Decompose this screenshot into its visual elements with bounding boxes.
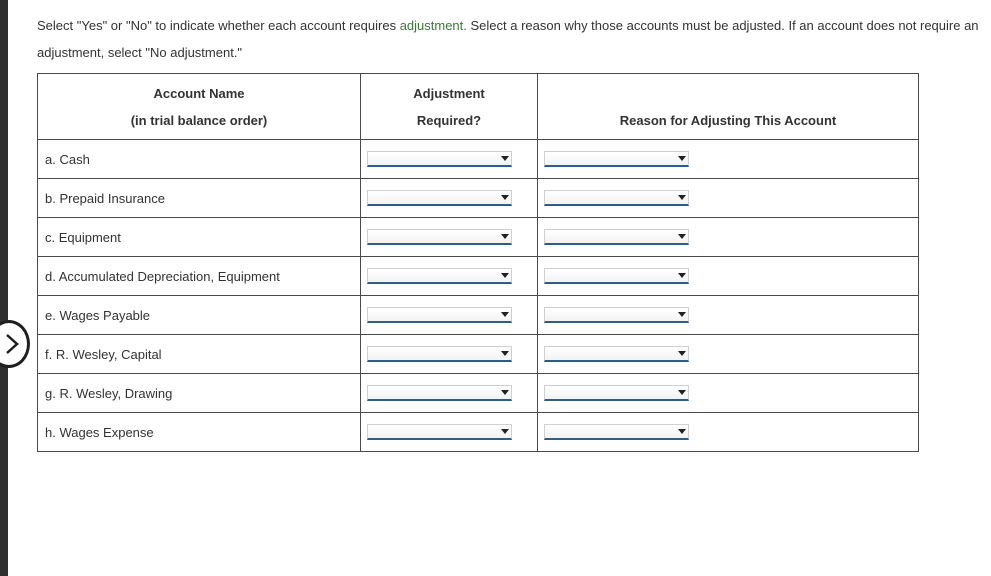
account-name: c. Equipment (45, 229, 121, 245)
account-name-cell (38, 374, 361, 413)
reason-cell (538, 374, 919, 413)
table-row (38, 218, 919, 257)
adjustment-header-line1: Adjustment (413, 86, 485, 101)
adjustment-required-select[interactable] (367, 151, 512, 167)
chevron-down-icon (678, 156, 686, 161)
chevron-down-icon (501, 312, 509, 317)
account-name-header (38, 74, 361, 140)
chevron-down-icon (678, 351, 686, 356)
table-header-row (38, 74, 919, 140)
chevron-down-icon (678, 234, 686, 239)
adjustment-required-cell (361, 374, 538, 413)
reason-cell (538, 257, 919, 296)
account-name-cell (38, 140, 361, 179)
chevron-down-icon (501, 234, 509, 239)
account-name-cell (38, 218, 361, 257)
left-sidebar-strip (0, 0, 8, 576)
chevron-down-icon (678, 312, 686, 317)
adjustment-link[interactable]: adjustment. (399, 18, 467, 33)
reason-cell (538, 296, 919, 335)
table-row (38, 296, 919, 335)
adjustment-required-cell (361, 257, 538, 296)
chevron-down-icon (678, 390, 686, 395)
chevron-down-icon (501, 273, 509, 278)
instructions-part2: Select a reason why those accounts must be adjusted. If an account does not require an adjustment, select "No adjustment." (37, 18, 979, 60)
chevron-down-icon (501, 195, 509, 200)
adjustment-header-line2: Required? (416, 113, 482, 128)
account-name: h. Wages Expense (45, 424, 154, 440)
chevron-down-icon (501, 156, 509, 161)
account-name-cell (38, 335, 361, 374)
account-name: e. Wages Payable (45, 307, 151, 323)
table-row (38, 140, 919, 179)
adjustment-required-header (361, 74, 538, 140)
reason-select[interactable] (544, 307, 689, 323)
adjustment-required-select[interactable] (367, 268, 512, 284)
adjustment-required-select[interactable] (367, 190, 512, 206)
table-row (38, 374, 919, 413)
reason-cell (538, 413, 919, 452)
table-row (38, 413, 919, 452)
account-name: g. R. Wesley, Drawing (45, 385, 173, 401)
reason-select[interactable] (544, 151, 689, 167)
account-name-cell (38, 179, 361, 218)
adjustment-required-select[interactable] (367, 424, 512, 440)
chevron-down-icon (678, 195, 686, 200)
adjustment-required-select[interactable] (367, 346, 512, 362)
instructions-text (37, 12, 982, 66)
account-name-header-line2: (in trial balance order) (130, 113, 268, 128)
table-row (38, 257, 919, 296)
reason-cell (538, 140, 919, 179)
reason-select[interactable] (544, 268, 689, 284)
adjustment-required-select[interactable] (367, 385, 512, 401)
account-name: a. Cash (45, 151, 90, 167)
next-nav-button[interactable] (0, 320, 30, 368)
adjustments-table (37, 73, 919, 452)
reason-cell (538, 335, 919, 374)
table-row (38, 179, 919, 218)
adjustment-required-cell (361, 413, 538, 452)
table-row (38, 335, 919, 374)
account-name-cell (38, 413, 361, 452)
chevron-down-icon (501, 351, 509, 356)
chevron-down-icon (501, 390, 509, 395)
reason-select[interactable] (544, 424, 689, 440)
account-name: d. Accumulated Depreciation, Equipment (45, 268, 280, 284)
adjustment-required-cell (361, 140, 538, 179)
adjustment-required-cell (361, 218, 538, 257)
adjustment-required-cell (361, 179, 538, 218)
account-name-cell (38, 257, 361, 296)
chevron-down-icon (678, 273, 686, 278)
adjustment-required-select[interactable] (367, 307, 512, 323)
reason-select[interactable] (544, 385, 689, 401)
reason-select[interactable] (544, 229, 689, 245)
account-name-header-line1: Account Name (153, 86, 245, 101)
chevron-down-icon (501, 429, 509, 434)
account-name-cell (38, 296, 361, 335)
reason-header (538, 74, 919, 140)
reason-select[interactable] (544, 346, 689, 362)
chevron-right-icon (5, 333, 19, 355)
reason-cell (538, 179, 919, 218)
chevron-down-icon (678, 429, 686, 434)
reason-header-label: Reason for Adjusting This Account (619, 113, 837, 128)
account-name: f. R. Wesley, Capital (45, 346, 162, 362)
adjustment-required-cell (361, 335, 538, 374)
adjustment-required-cell (361, 296, 538, 335)
instructions-part1: Select "Yes" or "No" to indicate whether each account requires (37, 18, 400, 33)
reason-select[interactable] (544, 190, 689, 206)
account-name: b. Prepaid Insurance (45, 190, 165, 206)
adjustment-required-select[interactable] (367, 229, 512, 245)
reason-cell (538, 218, 919, 257)
